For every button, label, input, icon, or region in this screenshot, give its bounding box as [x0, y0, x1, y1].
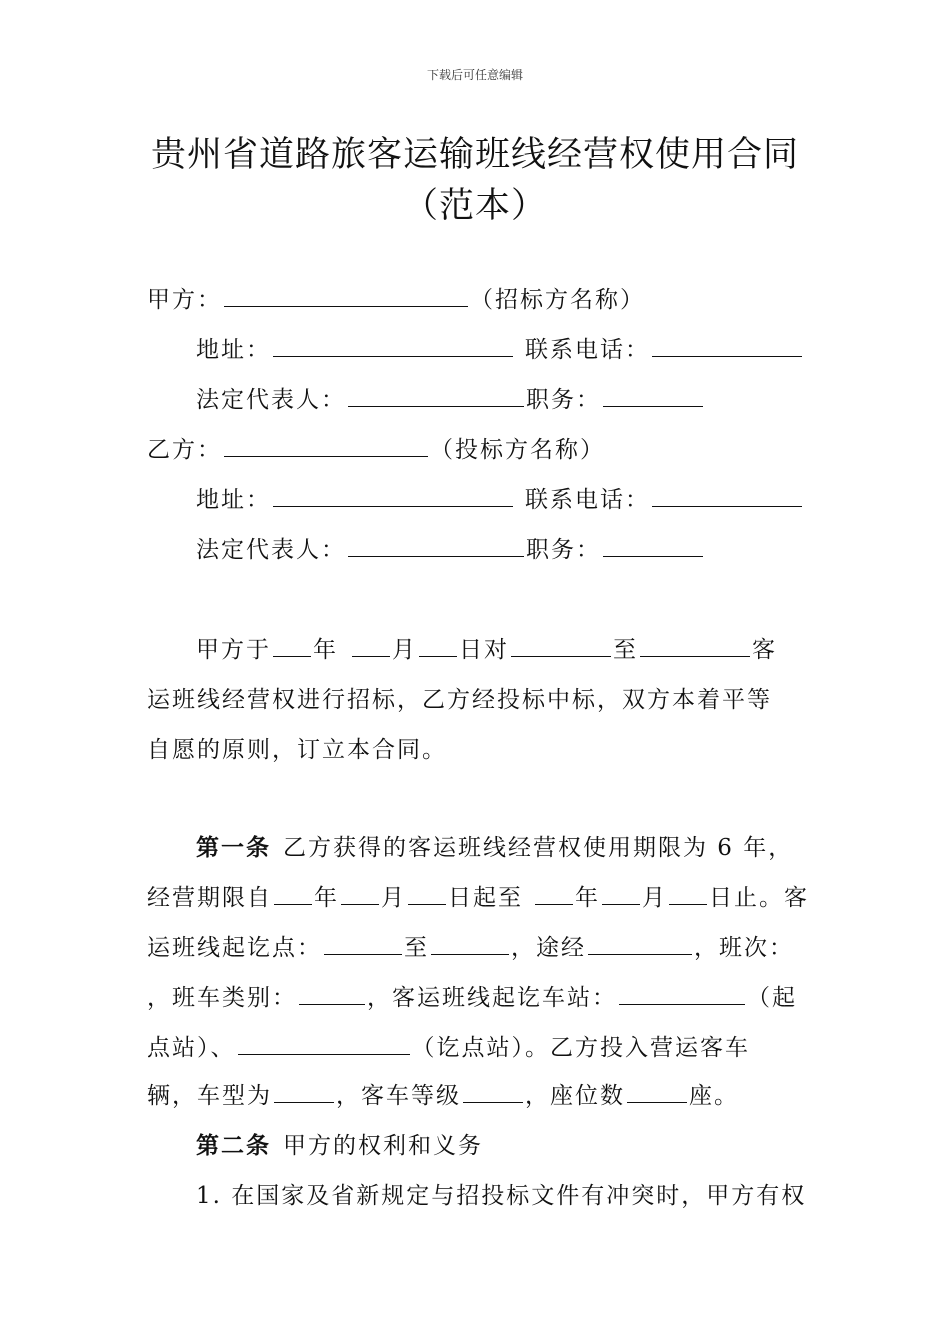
article-text: 辆，车型为 [147, 1083, 272, 1109]
address-label: 地址： [196, 487, 271, 513]
article-2-text: 甲方的权利和义务 [283, 1133, 483, 1159]
year-blank[interactable] [273, 636, 311, 657]
post-label: 职务： [526, 537, 601, 563]
article-1-line-4 [147, 983, 797, 1013]
via-blank[interactable] [588, 934, 692, 955]
party-b-name-blank[interactable] [224, 436, 428, 457]
article-text: 日止。客 [709, 885, 809, 911]
party-a-address-line [196, 335, 804, 365]
party-b-rep-line [196, 535, 705, 565]
article-1-line-3 [147, 933, 794, 963]
legal-rep-blank[interactable] [348, 386, 524, 407]
article-2-line-1 [196, 1131, 483, 1161]
article-2-heading: 第二条 [196, 1132, 271, 1159]
article-1-line-2 [147, 883, 809, 913]
bus-grade-blank[interactable] [463, 1082, 523, 1103]
article-text: 座。 [689, 1083, 739, 1109]
post-blank[interactable] [603, 386, 703, 407]
address-blank[interactable] [273, 336, 513, 357]
route-end-blank[interactable] [640, 636, 750, 657]
legal-rep-label: 法定代表人： [196, 387, 346, 413]
address-label: 地址： [196, 337, 271, 363]
article-text: 点站）、 [147, 1035, 236, 1061]
page-header-note: 下载后可任意编辑 [426, 68, 523, 82]
party-b-line [147, 435, 605, 465]
article-text: ，途经 [511, 935, 586, 961]
preamble-text: 客 [752, 637, 777, 663]
route-start-blank[interactable] [511, 636, 611, 657]
year-blank[interactable] [535, 884, 573, 905]
address-blank[interactable] [273, 486, 513, 507]
article-text: （讫点站）。乙方投入营运客车 [411, 1035, 750, 1061]
party-b-address-line [196, 485, 804, 515]
end-station-blank[interactable] [238, 1034, 410, 1055]
party-b-label: 乙方： [147, 437, 222, 463]
article-text: 经营期限自 [147, 885, 272, 911]
article-2-item-1: 1. 在国家及省新规定与招投标文件有冲突时，甲方有权 [196, 1183, 807, 1209]
article-text: 日起至 [448, 885, 523, 911]
document-title: 贵州省道路旅客运输班线经营权使用合同 [150, 135, 799, 175]
article-text: 年 [575, 885, 600, 911]
article-text: 运班线起讫点： [147, 935, 322, 961]
article-text: 月 [642, 885, 667, 911]
phone-blank[interactable] [652, 486, 802, 507]
article-1-text: 乙方获得的客运班线经营权使用期限为 6 年， [283, 835, 794, 861]
start-point-blank[interactable] [324, 934, 402, 955]
preamble-line-1 [196, 635, 777, 665]
article-text: ，客运班线起讫车站： [367, 985, 617, 1011]
preamble-text: 日对 [459, 637, 509, 663]
party-a-label: 甲方： [147, 287, 222, 313]
article-text: ，座位数 [525, 1083, 625, 1109]
legal-rep-label: 法定代表人： [196, 537, 346, 563]
article-1-heading: 第一条 [196, 834, 271, 861]
preamble-text: 甲方于 [196, 637, 271, 663]
preamble-text: 月 [392, 637, 417, 663]
vehicle-type-blank[interactable] [274, 1082, 334, 1103]
article-1-line-6 [147, 1081, 739, 1111]
phone-label: 联系电话： [525, 487, 650, 513]
phone-blank[interactable] [652, 336, 802, 357]
month-blank[interactable] [602, 884, 640, 905]
seat-count-blank[interactable] [627, 1082, 687, 1103]
phone-label: 联系电话： [525, 337, 650, 363]
bus-category-blank[interactable] [299, 984, 365, 1005]
preamble-text: 年 [313, 637, 338, 663]
party-a-rep-line [196, 385, 705, 415]
article-text: ，客车等级 [336, 1083, 461, 1109]
day-blank[interactable] [408, 884, 446, 905]
article-text: （起 [747, 985, 797, 1011]
article-text: 至 [404, 935, 429, 961]
party-a-name-blank[interactable] [224, 286, 468, 307]
year-blank[interactable] [274, 884, 312, 905]
party-a-hint: （招标方名称） [470, 287, 645, 313]
article-1-line-5 [147, 1033, 750, 1063]
document-subtitle: （范本） [402, 186, 547, 226]
article-1-line-1 [196, 833, 793, 863]
month-blank[interactable] [352, 636, 390, 657]
article-text: ，班车类别： [147, 985, 297, 1011]
legal-rep-blank[interactable] [348, 536, 524, 557]
start-station-blank[interactable] [619, 984, 745, 1005]
preamble-text: 至 [613, 637, 638, 663]
day-blank[interactable] [419, 636, 457, 657]
post-label: 职务： [526, 387, 601, 413]
end-point-blank[interactable] [431, 934, 509, 955]
article-text: 月 [381, 885, 406, 911]
party-b-hint: （投标方名称） [430, 437, 605, 463]
party-a-line [147, 285, 645, 315]
preamble-line-2: 运班线经营权进行招标，乙方经投标中标，双方本着平等 [147, 687, 772, 713]
article-text: 年 [314, 885, 339, 911]
article-text: ，班次： [694, 935, 794, 961]
preamble-line-3: 自愿的原则，订立本合同。 [147, 737, 447, 763]
month-blank[interactable] [341, 884, 379, 905]
post-blank[interactable] [603, 536, 703, 557]
day-blank[interactable] [669, 884, 707, 905]
